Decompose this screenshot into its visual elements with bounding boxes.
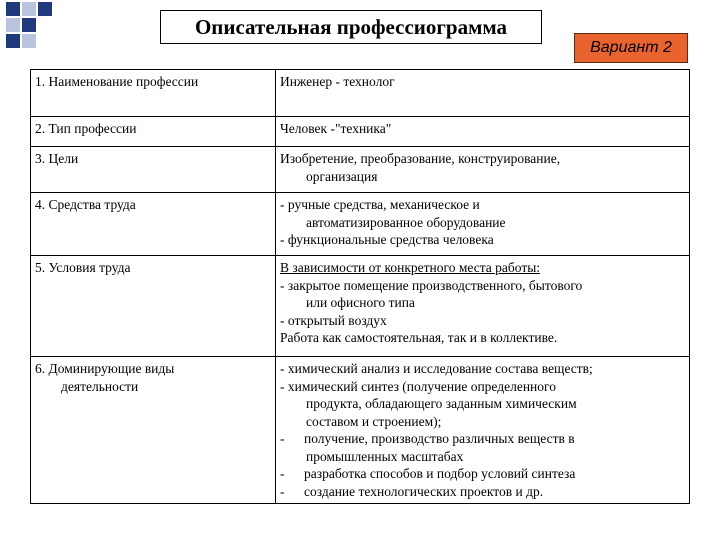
row-label: 6. Доминирующие виды деятельности (31, 357, 276, 504)
table-row (31, 117, 690, 147)
row-value: В зависимости от конкретного места работы: - закрытое помещение производственного, бытового или офисного типа - открытый воздух Работа как самостоятельная, так и в коллективе. (276, 256, 690, 357)
row-value: - химический анализ и исследование состава веществ; - химический синтез (получение определенного продукта, обладающего заданным химическим составом и строением); - получение, производство различных веществ в промышленных масштабах - разработка способов и подбор условий синтеза - создание технологических проектов и др. (276, 357, 690, 504)
row-value: - ручные средства, механическое и автоматизированное оборудование - функциональные средства человека (276, 193, 690, 256)
corner-square-icon (6, 18, 20, 32)
table-row (31, 357, 690, 504)
corner-square-icon (22, 34, 36, 48)
corner-square-icon (6, 34, 20, 48)
page-title: Описательная профессиограмма (160, 10, 542, 44)
corner-square-icon (22, 2, 36, 16)
row-label: 5. Условия труда (31, 256, 276, 357)
table-row (31, 256, 690, 357)
row-value: Инженер - технолог (276, 70, 690, 117)
row-value: Изобретение, преобразование, конструирование, организация (276, 147, 690, 193)
corner-square-icon (38, 2, 52, 16)
row-label: 2. Тип профессии (31, 117, 276, 147)
corner-square-icon (22, 18, 36, 32)
table-row (31, 70, 690, 117)
row-label: 3. Цели (31, 147, 276, 193)
row-value: Человек -"техника" (276, 117, 690, 147)
row-label: 1. Наименование профессии (31, 70, 276, 117)
table-row (31, 147, 690, 193)
row-label: 4. Средства труда (31, 193, 276, 256)
variant-badge: Вариант 2 (574, 33, 688, 63)
corner-square-icon (6, 2, 20, 16)
professiogram-table (30, 69, 690, 504)
table-row (31, 193, 690, 256)
